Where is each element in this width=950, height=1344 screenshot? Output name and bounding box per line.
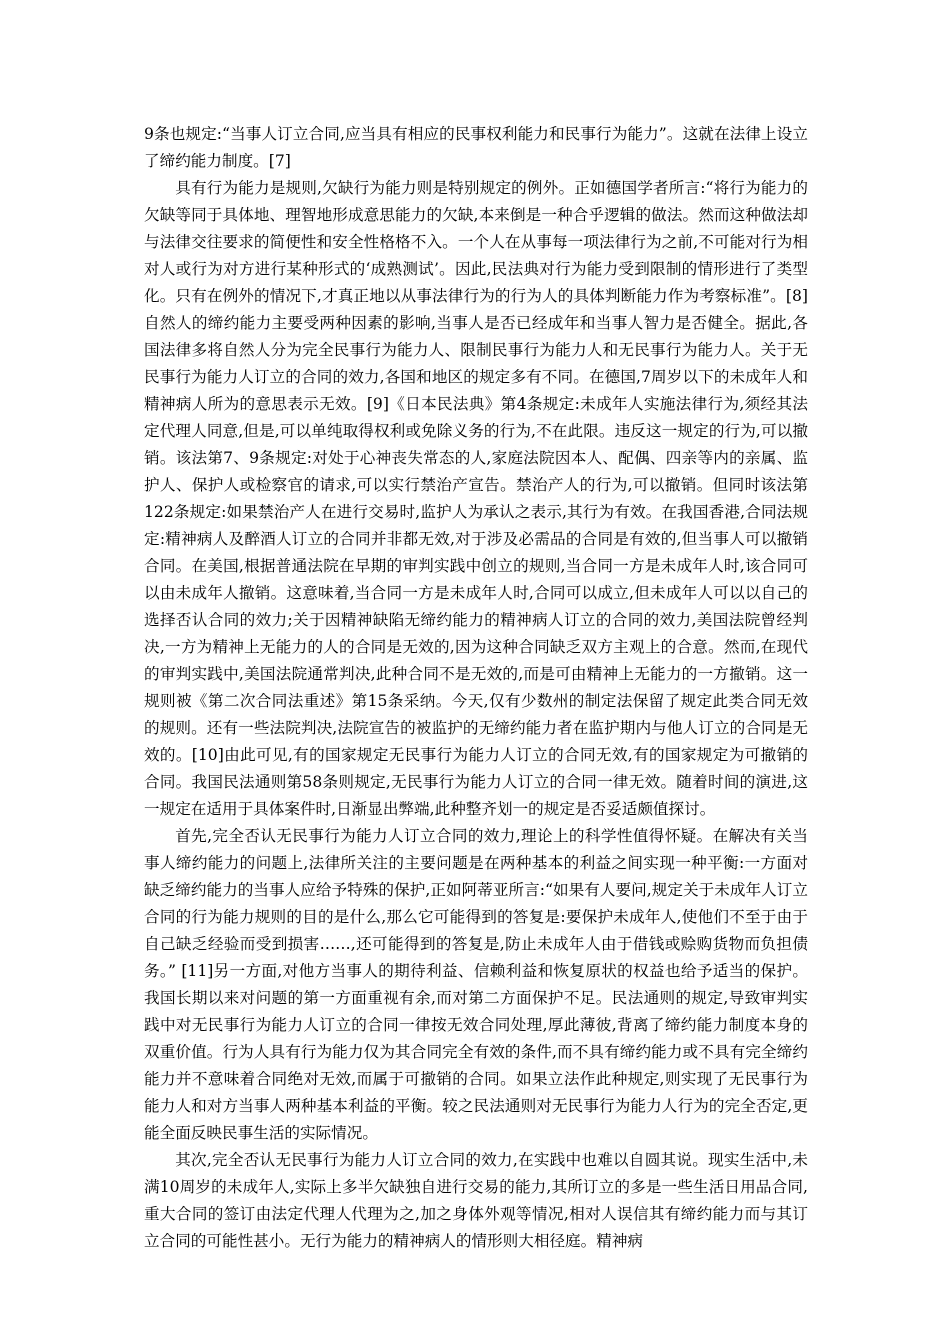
document-page (144, 121, 808, 1255)
paragraph-4: 其次,完全否认无民事行为能力人订立合同的效力,在实践中也难以自圆其说。现实生活中,未满10周岁的未成年人,实际上多半欠缺独自进行交易的能力,其所订立的多是一些生活日用品合同,重大合同的签订由法定代理人代理为之,加之身体外观等情况,相对人误信其有缔约能力而与其订立合同的可能性甚小。无行为能力的精神病人的情形则大相径庭。精神病 (144, 1151, 808, 1250)
paragraph-1: 9条也规定:“当事人订立合同,应当具有相应的民事权利能力和民事行为能力”。这就在法律上设立了缔约能力制度。[7] (144, 125, 808, 170)
paragraph-2: 具有行为能力是规则,欠缺行为能力则是特别规定的例外。正如德国学者所言:“将行为能力的欠缺等同于具体地、理智地形成意思能力的欠缺,本来倒是一种合乎逻辑的做法。然而这种做法却与法律交往要求的简便性和安全性格格不入。一个人在从事每一项法律行为之前,不可能对行为相对人或行为对方进行某种形式的‘成熟测试’。因此,民法典对行为能力受到限制的情形进行了类型化。只有在例外的情况下,才真正地以从事法律行为的行为人的具体判断能力作为考察标准”。[8]自然人的缔约能力主要受两种因素的影响,当事人是否已经成年和当事人智力是否健全。据此,各国法律多将自然人分为完全民事行为能力人、限制民事行为能力人和无民事行为能力人。关于无民事行为能力人订立的合同的效力,各国和地区的规定多有不同。在德国,7周岁以下的未成年人和精神病人所为的意思表示无效。[9]《日本民法典》第4条规定:未成年人实施法律行为,须经其法定代理人同意,但是,可以单纯取得权利或免除义务的行为,不在此限。违反这一规定的行为,可以撤销。该法第7、9条规定:对处于心神丧失常态的人,家庭法院因本人、配偶、四亲等内的亲属、监护人、保护人或检察官的请求,可以实行禁治产宣告。禁治产人的行为,可以撤销。但同时该法第122条规定:如果禁治产人在进行交易时,监护人为承认之表示,其行为有效。在我国香港,合同法规定:精神病人及醉酒人订立的合同并非都无效,对于涉及必需品的合同是有效的,但当事人可以撤销合同。在美国,根据普通法院在早期的审判实践中创立的规则,当合同一方是未成年人时,该合同可以由未成年人撤销。这意味着,当合同一方是未成年人时,合同可以成立,但未成年人可以以自己的选择否认合同的效力;关于因精神缺陷无缔约能力的精神病人订立的合同的效力,美国法院曾经判决,一方为精神上无能力的人的合同是无效的,因为这种合同缺乏双方主观上的合意。然而,在现代的审判实践中,美国法院通常判决,此种合同不是无效的,而是可由精神上无能力的一方撤销。这一规则被《第二次合同法重述》第15条采纳。今天,仅有少数州的制定法保留了规定此类合同无效的规则。还有一些法院判决,法院宣告的被监护的无缔约能力者在监护期内与他人订立的合同是无效的。[10]由此可见,有的国家规定无民事行为能力人订立的合同无效,有的国家规定为可撤销的合同。我国民法通则第58条则规定,无民事行为能力人订立的合同一律无效。随着时间的演进,这一规定在适用于具体案件时,日渐显出弊端,此种整齐划一的规定是否妥适颇值探讨。 (144, 179, 808, 818)
paragraph-3: 首先,完全否认无民事行为能力人订立合同的效力,理论上的科学性值得怀疑。在解决有关当事人缔约能力的问题上,法律所关注的主要问题是在两种基本的利益之间实现一种平衡:一方面对缺乏缔约能力的当事人应给予特殊的保护,正如阿蒂亚所言:“如果有人要问,规定关于未成年人订立合同的行为能力规则的目的是什么,那么它可能得到的答复是:要保护未成年人,使他们不至于由于自己缺乏经验而受到损害……,还可能得到的答复是,防止未成年人由于借钱或赊购货物而负担债务。” [11]另一方面,对他方当事人的期待利益、信赖利益和恢复原状的权益也给予适当的保护。我国长期以来对问题的第一方面重视有余,而对第二方面保护不足。民法通则的规定,导致审判实践中对无民事行为能力人订立的合同一律按无效合同处理,厚此薄彼,背离了缔约能力制度本身的双重价值。行为人具有行为能力仅为其合同完全有效的条件,而不具有缔约能力或不具有完全缔约能力并不意味着合同绝对无效,而属于可撤销的合同。如果立法作此种规定,则实现了无民事行为能力人和对方当事人两种基本利益的平衡。较之民法通则对无民事行为能力人行为的完全否定,更能全面反映民事生活的实际情况。 (144, 827, 808, 1142)
